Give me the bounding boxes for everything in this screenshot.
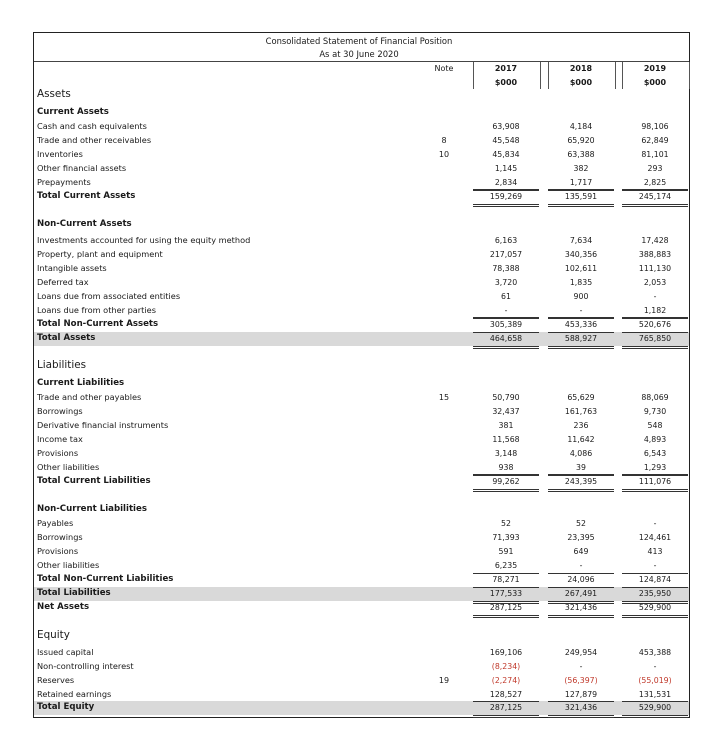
table-row	[34, 234, 689, 248]
value-cell-2017: 63,908	[492, 122, 520, 131]
value-cell-2017: 78,271	[492, 575, 520, 584]
row-label: Issued capital	[37, 647, 94, 657]
value-cell-2017: 3,148	[494, 449, 518, 458]
table-row	[34, 573, 689, 587]
total-rule	[622, 701, 688, 718]
total-rule	[622, 332, 688, 349]
value-cell-2018: 65,920	[567, 136, 595, 145]
unit-header-2019: $000	[643, 78, 667, 87]
value-cell-2018: 11,642	[567, 435, 595, 444]
value-cell-2019: 413	[647, 547, 663, 556]
value-cell-2018: 1,717	[569, 178, 593, 187]
table-row	[34, 134, 689, 148]
table-row	[34, 674, 689, 688]
value-cell-2018: (56,397)	[564, 676, 598, 685]
value-cell-2019: 17,428	[641, 236, 669, 245]
total-rule	[622, 475, 688, 492]
row-label: Derivative financial instruments	[37, 420, 169, 430]
value-cell-2018: 23,395	[567, 533, 595, 542]
table-row	[34, 304, 689, 318]
value-cell-2018: 161,763	[564, 407, 598, 416]
value-cell-2019: 235,950	[638, 589, 672, 598]
section-heading: Equity	[37, 629, 70, 641]
section-heading: Liabilities	[37, 359, 87, 371]
value-cell-2018: 321,436	[564, 703, 598, 712]
value-cell-2018: 1,835	[569, 278, 593, 287]
value-cell-2018: 649	[573, 547, 589, 556]
total-rule	[622, 601, 688, 618]
table-row	[34, 90, 689, 104]
total-rule	[548, 573, 614, 574]
value-cell-2018: 102,611	[564, 264, 598, 273]
value-cell-2018: -	[579, 561, 583, 570]
row-label: Loans due from other parties	[37, 305, 156, 315]
value-cell-2017: 52	[501, 519, 511, 528]
value-cell-2019: 88,069	[641, 393, 669, 402]
row-label: Total Equity	[37, 702, 95, 712]
value-cell-2019: 124,874	[638, 575, 672, 584]
row-label: Net Assets	[37, 602, 90, 612]
row-label: Total Liabilities	[37, 588, 111, 598]
row-label: Total Assets	[37, 333, 96, 343]
value-cell-2018: -	[579, 662, 583, 671]
row-label: Inventories	[37, 149, 83, 159]
value-cell-2018: 900	[573, 292, 589, 301]
row-label: Provisions	[37, 546, 79, 556]
row-label: Other liabilities	[37, 560, 100, 570]
row-label: Total Non-Current Assets	[37, 319, 159, 329]
note-reference: 8	[441, 136, 447, 145]
value-cell-2017: 11,568	[492, 435, 520, 444]
value-cell-2017: -	[504, 306, 508, 315]
total-rule	[473, 573, 539, 574]
value-cell-2017: (2,274)	[491, 676, 521, 685]
table-row	[34, 559, 689, 573]
row-label: Retained earnings	[37, 689, 112, 699]
value-cell-2019: 9,730	[643, 407, 667, 416]
row-label: Non-controlling interest	[37, 661, 134, 671]
value-cell-2017: (8,234)	[491, 662, 521, 671]
value-cell-2019: 1,293	[643, 463, 667, 472]
unit-header-2018: $000	[569, 78, 593, 87]
table-row	[34, 405, 689, 419]
total-rule	[473, 475, 539, 492]
table-row	[34, 688, 689, 702]
year-header-2019: 2019	[643, 64, 667, 73]
value-cell-2017: 45,834	[492, 150, 520, 159]
value-cell-2018: 243,395	[564, 477, 598, 486]
total-rule	[548, 601, 614, 618]
value-cell-2019: 131,531	[638, 690, 672, 699]
unit-header-2017: $000	[494, 78, 518, 87]
value-cell-2018: 135,591	[564, 192, 598, 201]
note-reference: 19	[438, 676, 450, 685]
table-row	[34, 545, 689, 559]
total-rule	[473, 190, 539, 207]
table-row	[34, 377, 689, 391]
row-label: Borrowings	[37, 406, 83, 416]
statement-date: As at 30 June 2020	[319, 49, 399, 59]
row-label: Total Current Liabilities	[37, 476, 151, 486]
col-frame-2018	[548, 62, 616, 89]
value-cell-2019: 111,130	[638, 264, 672, 273]
row-label: Reserves	[37, 675, 75, 685]
value-cell-2017: 61	[501, 292, 511, 301]
value-cell-2019: 1,182	[643, 306, 667, 315]
row-label: Total Non-Current Liabilities	[37, 574, 174, 584]
table-row	[34, 517, 689, 531]
value-cell-2019: 388,883	[638, 250, 672, 259]
table-row	[34, 290, 689, 304]
row-label: Trade and other payables	[37, 392, 142, 402]
row-label: Payables	[37, 518, 74, 528]
value-cell-2017: 169,106	[489, 648, 523, 657]
table-row	[34, 361, 689, 375]
row-label: Investments accounted for using the equity method	[37, 235, 251, 245]
value-cell-2017: 381	[498, 421, 514, 430]
value-cell-2019: 4,893	[643, 435, 667, 444]
table-row	[34, 531, 689, 545]
table-row	[34, 106, 689, 120]
value-cell-2019: 2,053	[643, 278, 667, 287]
value-cell-2019: 2,825	[643, 178, 667, 187]
value-cell-2019: 529,900	[638, 603, 672, 612]
table-row	[34, 391, 689, 405]
value-cell-2018: 321,436	[564, 603, 598, 612]
value-cell-2017: 591	[498, 547, 514, 556]
value-cell-2018: 127,879	[564, 690, 598, 699]
total-rule	[548, 332, 614, 349]
note-reference: 10	[438, 150, 450, 159]
row-label: Total Current Assets	[37, 191, 136, 201]
table-row	[34, 447, 689, 461]
note-column-header: Note	[434, 64, 454, 73]
value-cell-2018: 52	[576, 519, 586, 528]
row-label: Current Liabilities	[37, 378, 125, 388]
value-cell-2018: -	[579, 306, 583, 315]
row-label: Intangible assets	[37, 263, 107, 273]
total-rule	[473, 601, 539, 618]
value-cell-2018: 588,927	[564, 334, 598, 343]
value-cell-2019: 520,676	[638, 320, 672, 329]
value-cell-2019: 548	[647, 421, 663, 430]
table-row	[34, 148, 689, 162]
note-reference: 15	[438, 393, 450, 402]
total-rule	[622, 318, 688, 319]
table-row	[34, 332, 689, 346]
value-cell-2019: -	[653, 292, 657, 301]
value-cell-2018: 39	[576, 463, 586, 472]
value-cell-2018: 63,388	[567, 150, 595, 159]
row-label: Provisions	[37, 448, 79, 458]
total-rule	[473, 318, 539, 319]
row-label: Borrowings	[37, 532, 83, 542]
row-label: Deferred tax	[37, 277, 89, 287]
value-cell-2017: 159,269	[489, 192, 523, 201]
value-cell-2017: 99,262	[492, 477, 520, 486]
value-cell-2018: 4,086	[569, 449, 593, 458]
value-cell-2019: 529,900	[638, 703, 672, 712]
row-label: Prepayments	[37, 177, 91, 187]
table-row	[34, 503, 689, 517]
table-row	[34, 587, 689, 601]
year-header-2017: 2017	[494, 64, 518, 73]
total-rule	[622, 573, 688, 574]
value-cell-2018: 4,184	[569, 122, 593, 131]
table-row	[34, 475, 689, 489]
statement-title: Consolidated Statement of Financial Position	[265, 36, 453, 46]
row-label: Non-Current Assets	[37, 219, 132, 229]
row-label: Other financial assets	[37, 163, 127, 173]
value-cell-2017: 177,533	[489, 589, 523, 598]
row-label: Other liabilities	[37, 462, 100, 472]
value-cell-2017: 32,437	[492, 407, 520, 416]
value-cell-2018: 236	[573, 421, 589, 430]
value-cell-2017: 305,389	[489, 320, 523, 329]
value-cell-2019: 765,850	[638, 334, 672, 343]
table-row	[34, 601, 689, 615]
table-row	[34, 162, 689, 176]
value-cell-2017: 3,720	[494, 278, 518, 287]
row-label: Non-Current Liabilities	[37, 504, 147, 514]
value-cell-2018: 382	[573, 164, 589, 173]
value-cell-2018: 453,336	[564, 320, 598, 329]
table-row	[34, 660, 689, 674]
table-row	[34, 120, 689, 134]
table-row	[34, 461, 689, 475]
table-row	[34, 218, 689, 232]
value-cell-2019: 6,543	[643, 449, 667, 458]
total-rule	[548, 475, 614, 492]
value-cell-2018: 65,629	[567, 393, 595, 402]
value-cell-2018: 267,491	[564, 589, 598, 598]
value-cell-2019: 98,106	[641, 122, 669, 131]
total-rule	[473, 332, 539, 349]
table-row	[34, 176, 689, 190]
value-cell-2019: 293	[647, 164, 663, 173]
value-cell-2017: 45,548	[492, 136, 520, 145]
value-cell-2019: -	[653, 662, 657, 671]
value-cell-2017: 50,790	[492, 393, 520, 402]
row-label: Cash and cash equivalents	[37, 121, 147, 131]
table-row	[34, 433, 689, 447]
value-cell-2019: -	[653, 561, 657, 570]
value-cell-2017: 217,057	[489, 250, 523, 259]
total-rule	[548, 318, 614, 319]
value-cell-2017: 71,393	[492, 533, 520, 542]
value-cell-2017: 287,125	[489, 603, 523, 612]
value-cell-2019: -	[653, 519, 657, 528]
col-frame-2019	[622, 62, 690, 89]
value-cell-2018: 7,634	[569, 236, 593, 245]
table-row	[34, 631, 689, 645]
total-rule	[548, 701, 614, 718]
value-cell-2017: 2,834	[494, 178, 518, 187]
value-cell-2018: 340,356	[564, 250, 598, 259]
row-label: Income tax	[37, 434, 83, 444]
table-row	[34, 248, 689, 262]
value-cell-2019: 245,174	[638, 192, 672, 201]
value-cell-2017: 6,235	[494, 561, 518, 570]
row-label: Current Assets	[37, 107, 109, 117]
value-cell-2019: (55,019)	[638, 676, 672, 685]
value-cell-2017: 78,388	[492, 264, 520, 273]
value-cell-2019: 111,076	[638, 477, 672, 486]
value-cell-2017: 938	[498, 463, 514, 472]
value-cell-2018: 249,954	[564, 648, 598, 657]
table-row	[34, 318, 689, 332]
value-cell-2017: 128,527	[489, 690, 523, 699]
year-header-2018: 2018	[569, 64, 593, 73]
value-cell-2018: 24,096	[567, 575, 595, 584]
value-cell-2017: 287,125	[489, 703, 523, 712]
table-row	[34, 276, 689, 290]
value-cell-2017: 6,163	[494, 236, 518, 245]
financial-statement-table	[33, 32, 690, 718]
table-row	[34, 419, 689, 433]
row-label: Trade and other receivables	[37, 135, 152, 145]
table-row	[34, 646, 689, 660]
value-cell-2019: 81,101	[641, 150, 669, 159]
row-label: Loans due from associated entities	[37, 291, 181, 301]
value-cell-2017: 464,658	[489, 334, 523, 343]
value-cell-2019: 453,388	[638, 648, 672, 657]
value-cell-2017: 1,145	[494, 164, 518, 173]
table-row	[34, 701, 689, 715]
table-row	[34, 262, 689, 276]
total-rule	[473, 701, 539, 718]
col-frame-2017	[473, 62, 541, 89]
total-rule	[548, 190, 614, 207]
section-heading: Assets	[37, 88, 71, 100]
total-rule	[622, 190, 688, 207]
value-cell-2019: 62,849	[641, 136, 669, 145]
value-cell-2019: 124,461	[638, 533, 672, 542]
table-row	[34, 190, 689, 204]
row-label: Property, plant and equipment	[37, 249, 163, 259]
